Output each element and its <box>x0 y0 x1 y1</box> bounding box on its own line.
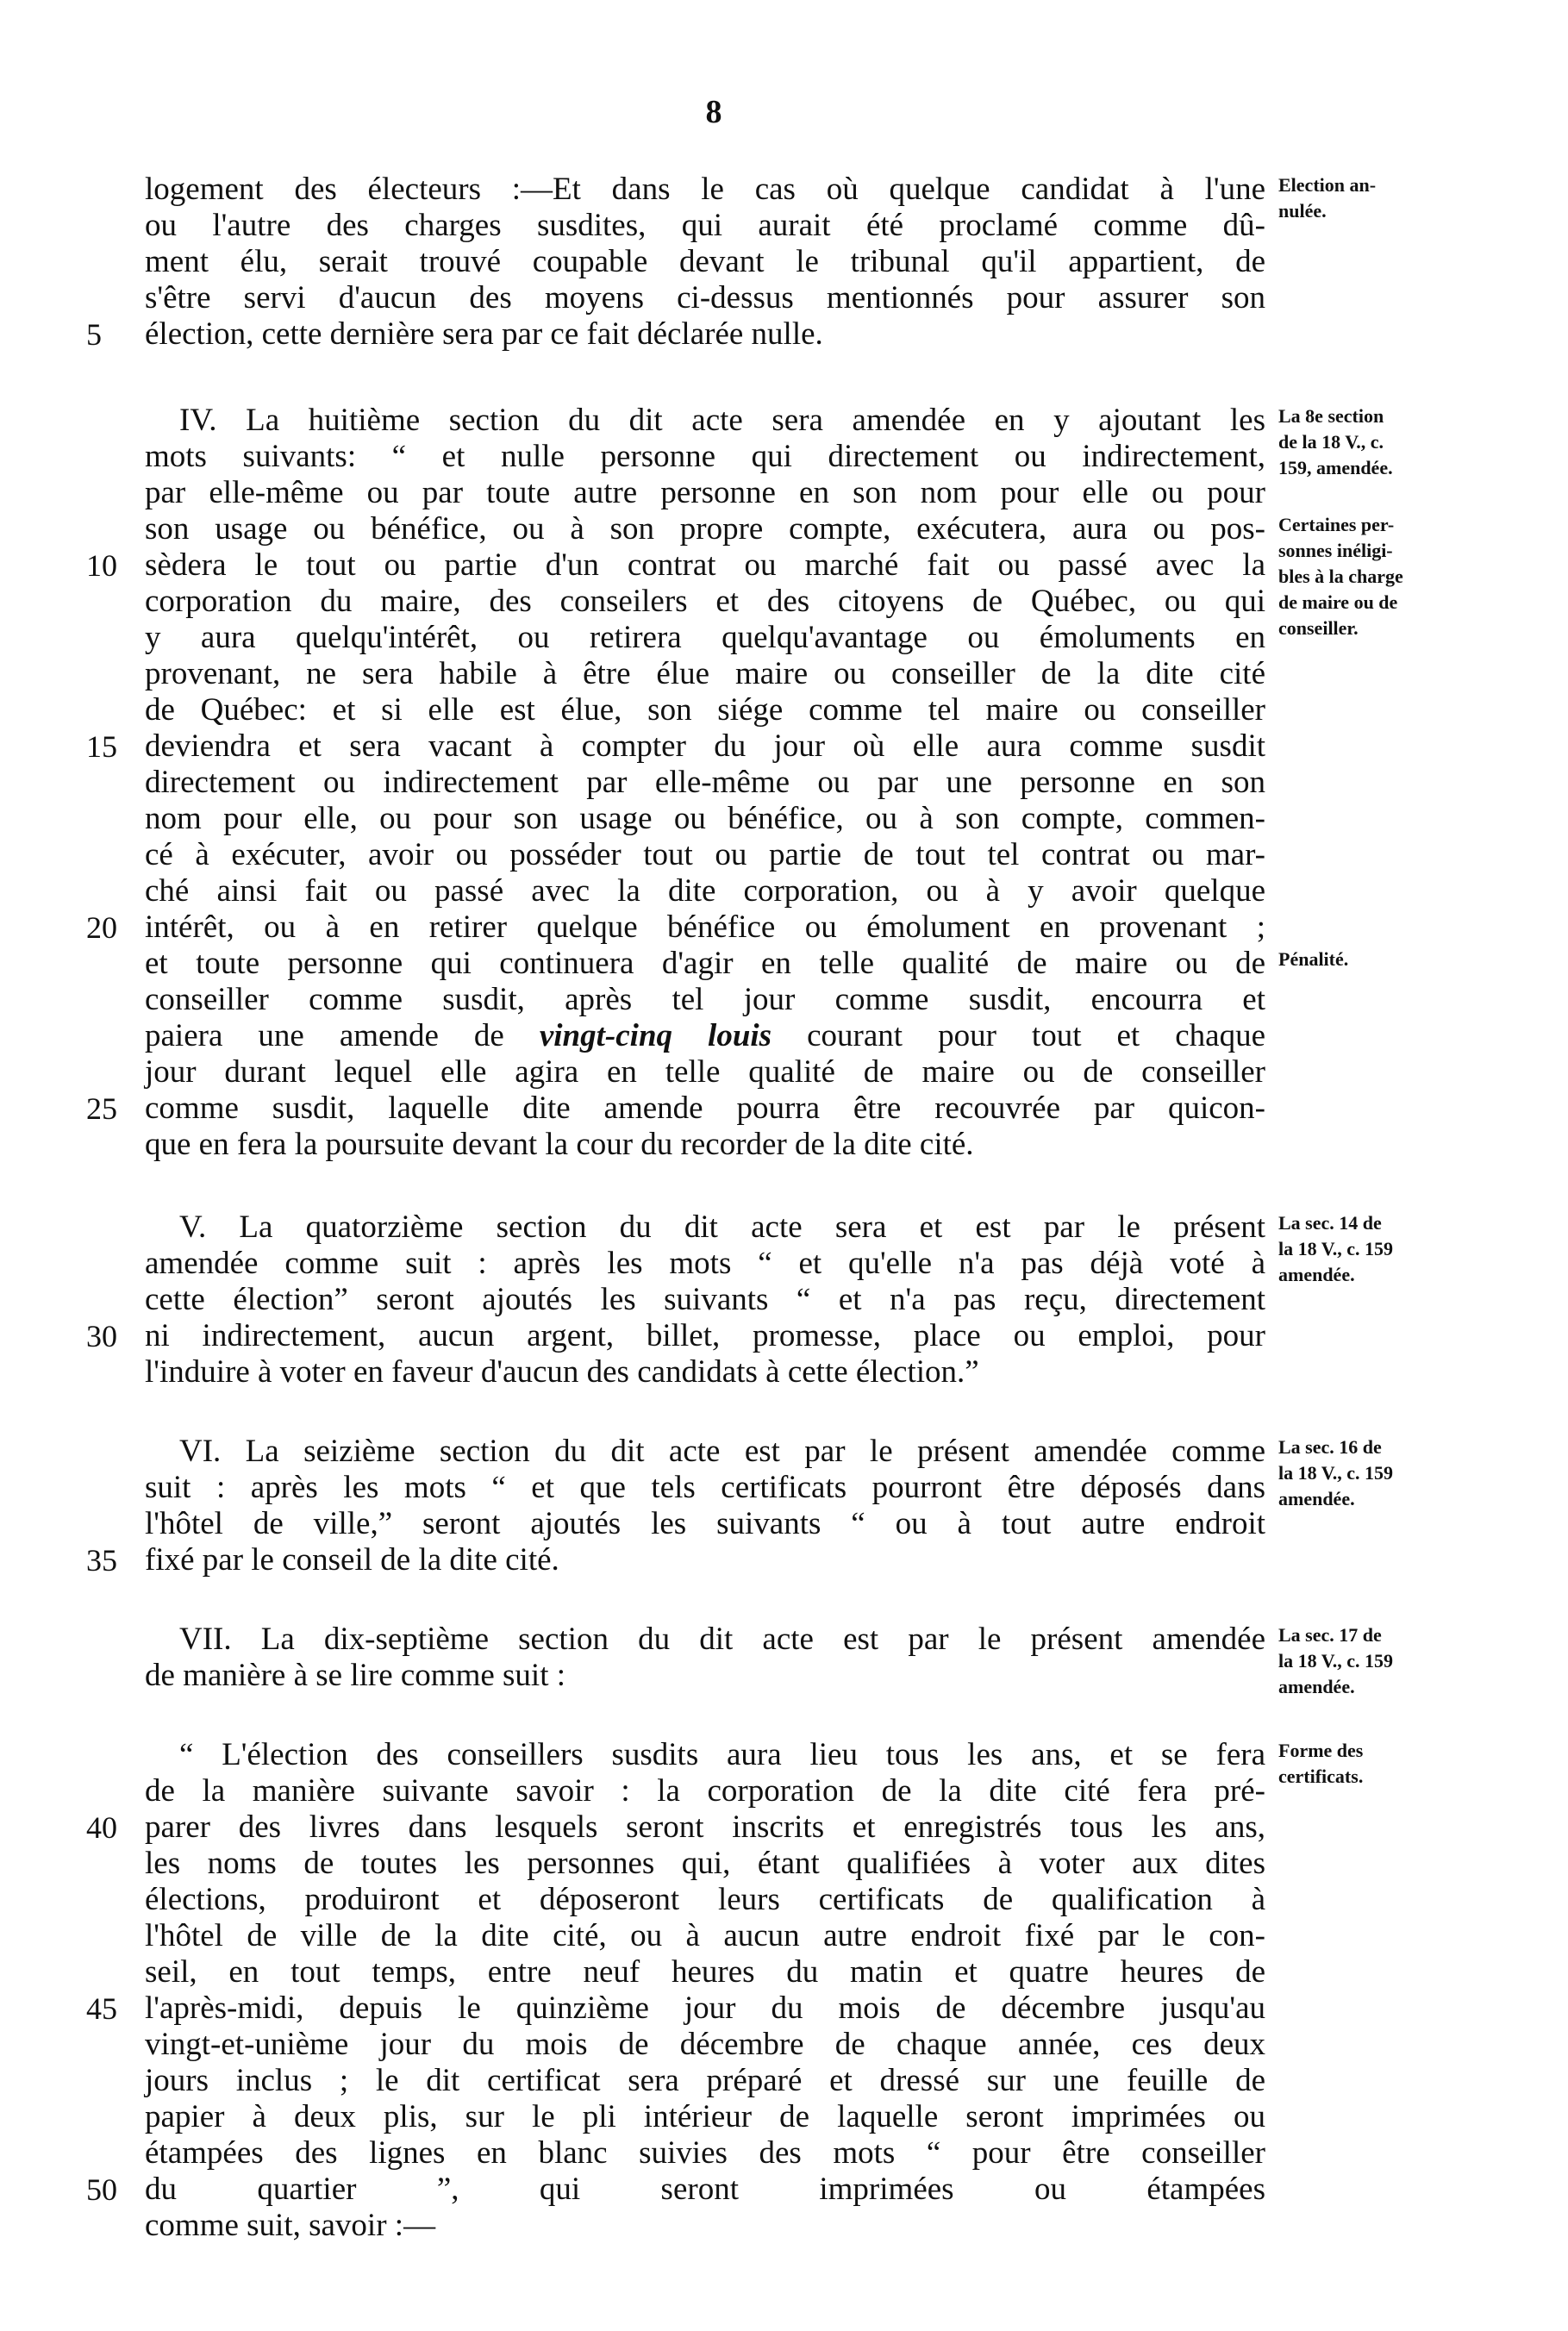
margin-note-line: Election an- <box>1278 174 1377 196</box>
line-number: 35 <box>86 1543 117 1578</box>
text-line: sèdera le tout ou partie d'un contrat ou marché fait ou passé avec la <box>145 547 1265 583</box>
text-line: l'hôtel de ville de la dite cité, ou à aucun autre endroit fixé par le con- <box>145 1918 1265 1953</box>
text-line: amendée comme suit : après les mots “ et qu'elle n'a pas déjà voté à <box>145 1246 1265 1281</box>
margin-note-line: 159, amendée. <box>1278 457 1393 478</box>
text-line: y aura quelqu'intérêt, ou retirera quelqu'avantage ou émoluments en <box>145 620 1265 655</box>
text-line: conseiller comme susdit, après tel jour comme susdit, encourra et <box>145 982 1265 1017</box>
margin-note-line: Forme des <box>1278 1740 1364 1761</box>
text-line: fixé par le conseil de la dite cité. <box>145 1542 559 1578</box>
line-number: 20 <box>86 910 117 945</box>
text-line: et toute personne qui continuera d'agir en telle qualité de maire ou de <box>145 946 1265 981</box>
margin-note-line: amendée. <box>1278 1488 1355 1509</box>
margin-note-line: Certaines per- <box>1278 514 1395 535</box>
text-line: comme suit, savoir :— <box>145 2208 436 2243</box>
margin-note-line: bles à la charge <box>1278 566 1403 587</box>
margin-note-section-17 <box>1278 1622 1477 1700</box>
margin-note-line: nulée. <box>1278 200 1327 222</box>
text-line: jour durant lequel elle agira en telle qualité de maire ou de conseiller <box>145 1054 1265 1090</box>
text-line: IV. La huitième section du dit acte sera amendée en y ajoutant les <box>179 403 1265 438</box>
text-fragment: courant pour tout et chaque <box>772 1018 1266 1053</box>
text-line: s'être servi d'aucun des moyens ci-dessus mentionnés pour assurer son <box>145 280 1265 316</box>
text-line: intérêt, ou à en retirer quelque bénéfice ou émolument en provenant ; <box>145 909 1265 945</box>
margin-note-line: de la 18 V., c. <box>1278 431 1384 453</box>
text-line: mots suivants: “ et nulle personne qui directement ou indirectement, <box>145 439 1265 474</box>
text-line: cette élection” seront ajoutés les suivants “ et n'a pas reçu, directement <box>145 1282 1265 1317</box>
text-line <box>145 1019 1265 1053</box>
margin-note-line: certificats. <box>1278 1765 1364 1787</box>
text-line: ché ainsi fait ou passé avec la dite corporation, ou à y avoir quelque <box>145 873 1265 909</box>
line-number: 15 <box>86 729 117 764</box>
text-line: de manière à se lire comme suit : <box>145 1658 566 1693</box>
margin-note-line: La 8e section <box>1278 405 1384 427</box>
text-line: vingt-et-unième jour du mois de décembre de chaque année, ces deux <box>145 2027 1265 2062</box>
margin-note-line: la 18 V., c. 159 <box>1278 1650 1394 1672</box>
margin-note-forme-certificats <box>1278 1738 1477 1790</box>
text-line: de la manière suivante savoir : la corporation de la dite cité fera pré- <box>145 1773 1265 1809</box>
text-line: son usage ou bénéfice, ou à son propre compte, exécutera, aura ou pos- <box>145 511 1265 547</box>
margin-note-line: sonnes inéligi- <box>1278 540 1393 561</box>
text-line: corporation du maire, des conseilers et des citoyens de Québec, ou qui <box>145 584 1265 619</box>
text-line: “ L'élection des conseillers susdits aura lieu tous les ans, et se fera <box>179 1737 1265 1772</box>
text-line: V. La quatorzième section du dit acte sera et est par le présent <box>179 1209 1265 1245</box>
line-number: 5 <box>86 317 102 352</box>
text-line: parer des livres dans lesquels seront inscrits et enregistrés tous les ans, <box>145 1809 1265 1845</box>
text-line: élections, produiront et déposeront leurs certificats de qualification à <box>145 1882 1265 1917</box>
line-number: 50 <box>86 2172 117 2207</box>
text-line: élection, cette dernière sera par ce fait déclarée nulle. <box>145 316 823 352</box>
text-fragment: paiera une amende de <box>145 1018 540 1053</box>
text-line: que en fera la poursuite devant la cour du recorder de la dite cité. <box>145 1127 974 1162</box>
text-line: ou l'autre des charges susdites, qui aurait été proclamé comme dû- <box>145 208 1265 243</box>
margin-note-section-8 <box>1278 403 1477 481</box>
text-line: seil, en tout temps, entre neuf heures du matin et quatre heures de <box>145 1954 1265 1990</box>
text-line: ment élu, serait trouvé coupable devant le tribunal qu'il appartient, de <box>145 244 1265 279</box>
margin-note-line: conseiller. <box>1278 617 1359 639</box>
text-line: l'hôtel de ville,” seront ajoutés les suivants “ ou à tout autre endroit <box>145 1506 1265 1541</box>
margin-note-line: amendée. <box>1278 1676 1355 1697</box>
text-line: nom pour elle, ou pour son usage ou bénéfice, ou à son compte, commen- <box>145 801 1265 836</box>
margin-note-line: la 18 V., c. 159 <box>1278 1238 1394 1259</box>
text-line: par elle-même ou par toute autre personne en son nom pour elle ou pour <box>145 475 1265 510</box>
page-number: 8 <box>705 94 722 130</box>
line-number: 45 <box>86 1991 117 2026</box>
text-line: les noms de toutes les personnes qui, étant qualifiées à voter aux dites <box>145 1846 1265 1881</box>
margin-note-section-16 <box>1278 1434 1477 1512</box>
margin-note-line: la 18 V., c. 159 <box>1278 1462 1394 1484</box>
margin-note-line: La sec. 17 de <box>1278 1624 1382 1646</box>
margin-note-line: amendée. <box>1278 1264 1355 1285</box>
text-line: l'après-midi, depuis le quinzième jour du mois de décembre jusqu'au <box>145 1990 1265 2026</box>
text-line: l'induire à voter en faveur d'aucun des candidats à cette élection.” <box>145 1354 979 1390</box>
text-line: étampées des lignes en blanc suivies des mots “ pour être conseiller <box>145 2135 1265 2171</box>
margin-note-election-annulee <box>1278 172 1477 224</box>
line-number: 10 <box>86 548 117 583</box>
text-line: ni indirectement, aucun argent, billet, promesse, place ou emploi, pour <box>145 1318 1265 1353</box>
line-number: 25 <box>86 1091 117 1126</box>
italic-amount: vingt-cinq louis <box>539 1018 772 1053</box>
text-line: deviendra et sera vacant à compter du jour où elle aura comme susdit <box>145 728 1265 764</box>
text-line: cé à exécuter, avoir ou posséder tout ou partie de tout tel contrat ou mar- <box>145 837 1265 872</box>
margin-note-line: La sec. 16 de <box>1278 1436 1382 1458</box>
text-line: jours inclus ; le dit certificat sera préparé et dressé sur une feuille de <box>145 2063 1265 2098</box>
text-line: du quartier ”, qui seront imprimées ou étampées <box>145 2172 1265 2207</box>
margin-note-line: de maire ou de <box>1278 591 1398 613</box>
margin-note-section-14 <box>1278 1210 1477 1288</box>
line-number: 40 <box>86 1810 117 1845</box>
text-line: directement ou indirectement par elle-même ou par une personne en son <box>145 765 1265 800</box>
margin-note-penalite <box>1278 947 1477 972</box>
text-line: logement des électeurs :—Et dans le cas où quelque candidat à l'une <box>145 172 1265 207</box>
text-line: VI. La seizième section du dit acte est par le présent amendée comme <box>179 1434 1265 1469</box>
text-line: papier à deux plis, sur le pli intérieur de laquelle seront imprimées ou <box>145 2099 1265 2134</box>
line-number: 30 <box>86 1319 117 1353</box>
margin-note-ineligibles <box>1278 512 1477 641</box>
text-line: comme susdit, laquelle dite amende pourra être recouvrée par quicon- <box>145 1091 1265 1126</box>
margin-note-line: Pénalité. <box>1278 948 1349 970</box>
text-line: de Québec: et si elle est élue, son siége comme tel maire ou conseiller <box>145 692 1265 728</box>
text-line: VII. La dix-septième section du dit acte est par le présent amendée <box>179 1622 1265 1657</box>
margin-note-line: La sec. 14 de <box>1278 1212 1382 1234</box>
text-line: provenant, ne sera habile à être élue maire ou conseiller de la dite cité <box>145 656 1265 691</box>
text-line: suit : après les mots “ et que tels certificats pourront être déposés dans <box>145 1470 1265 1505</box>
